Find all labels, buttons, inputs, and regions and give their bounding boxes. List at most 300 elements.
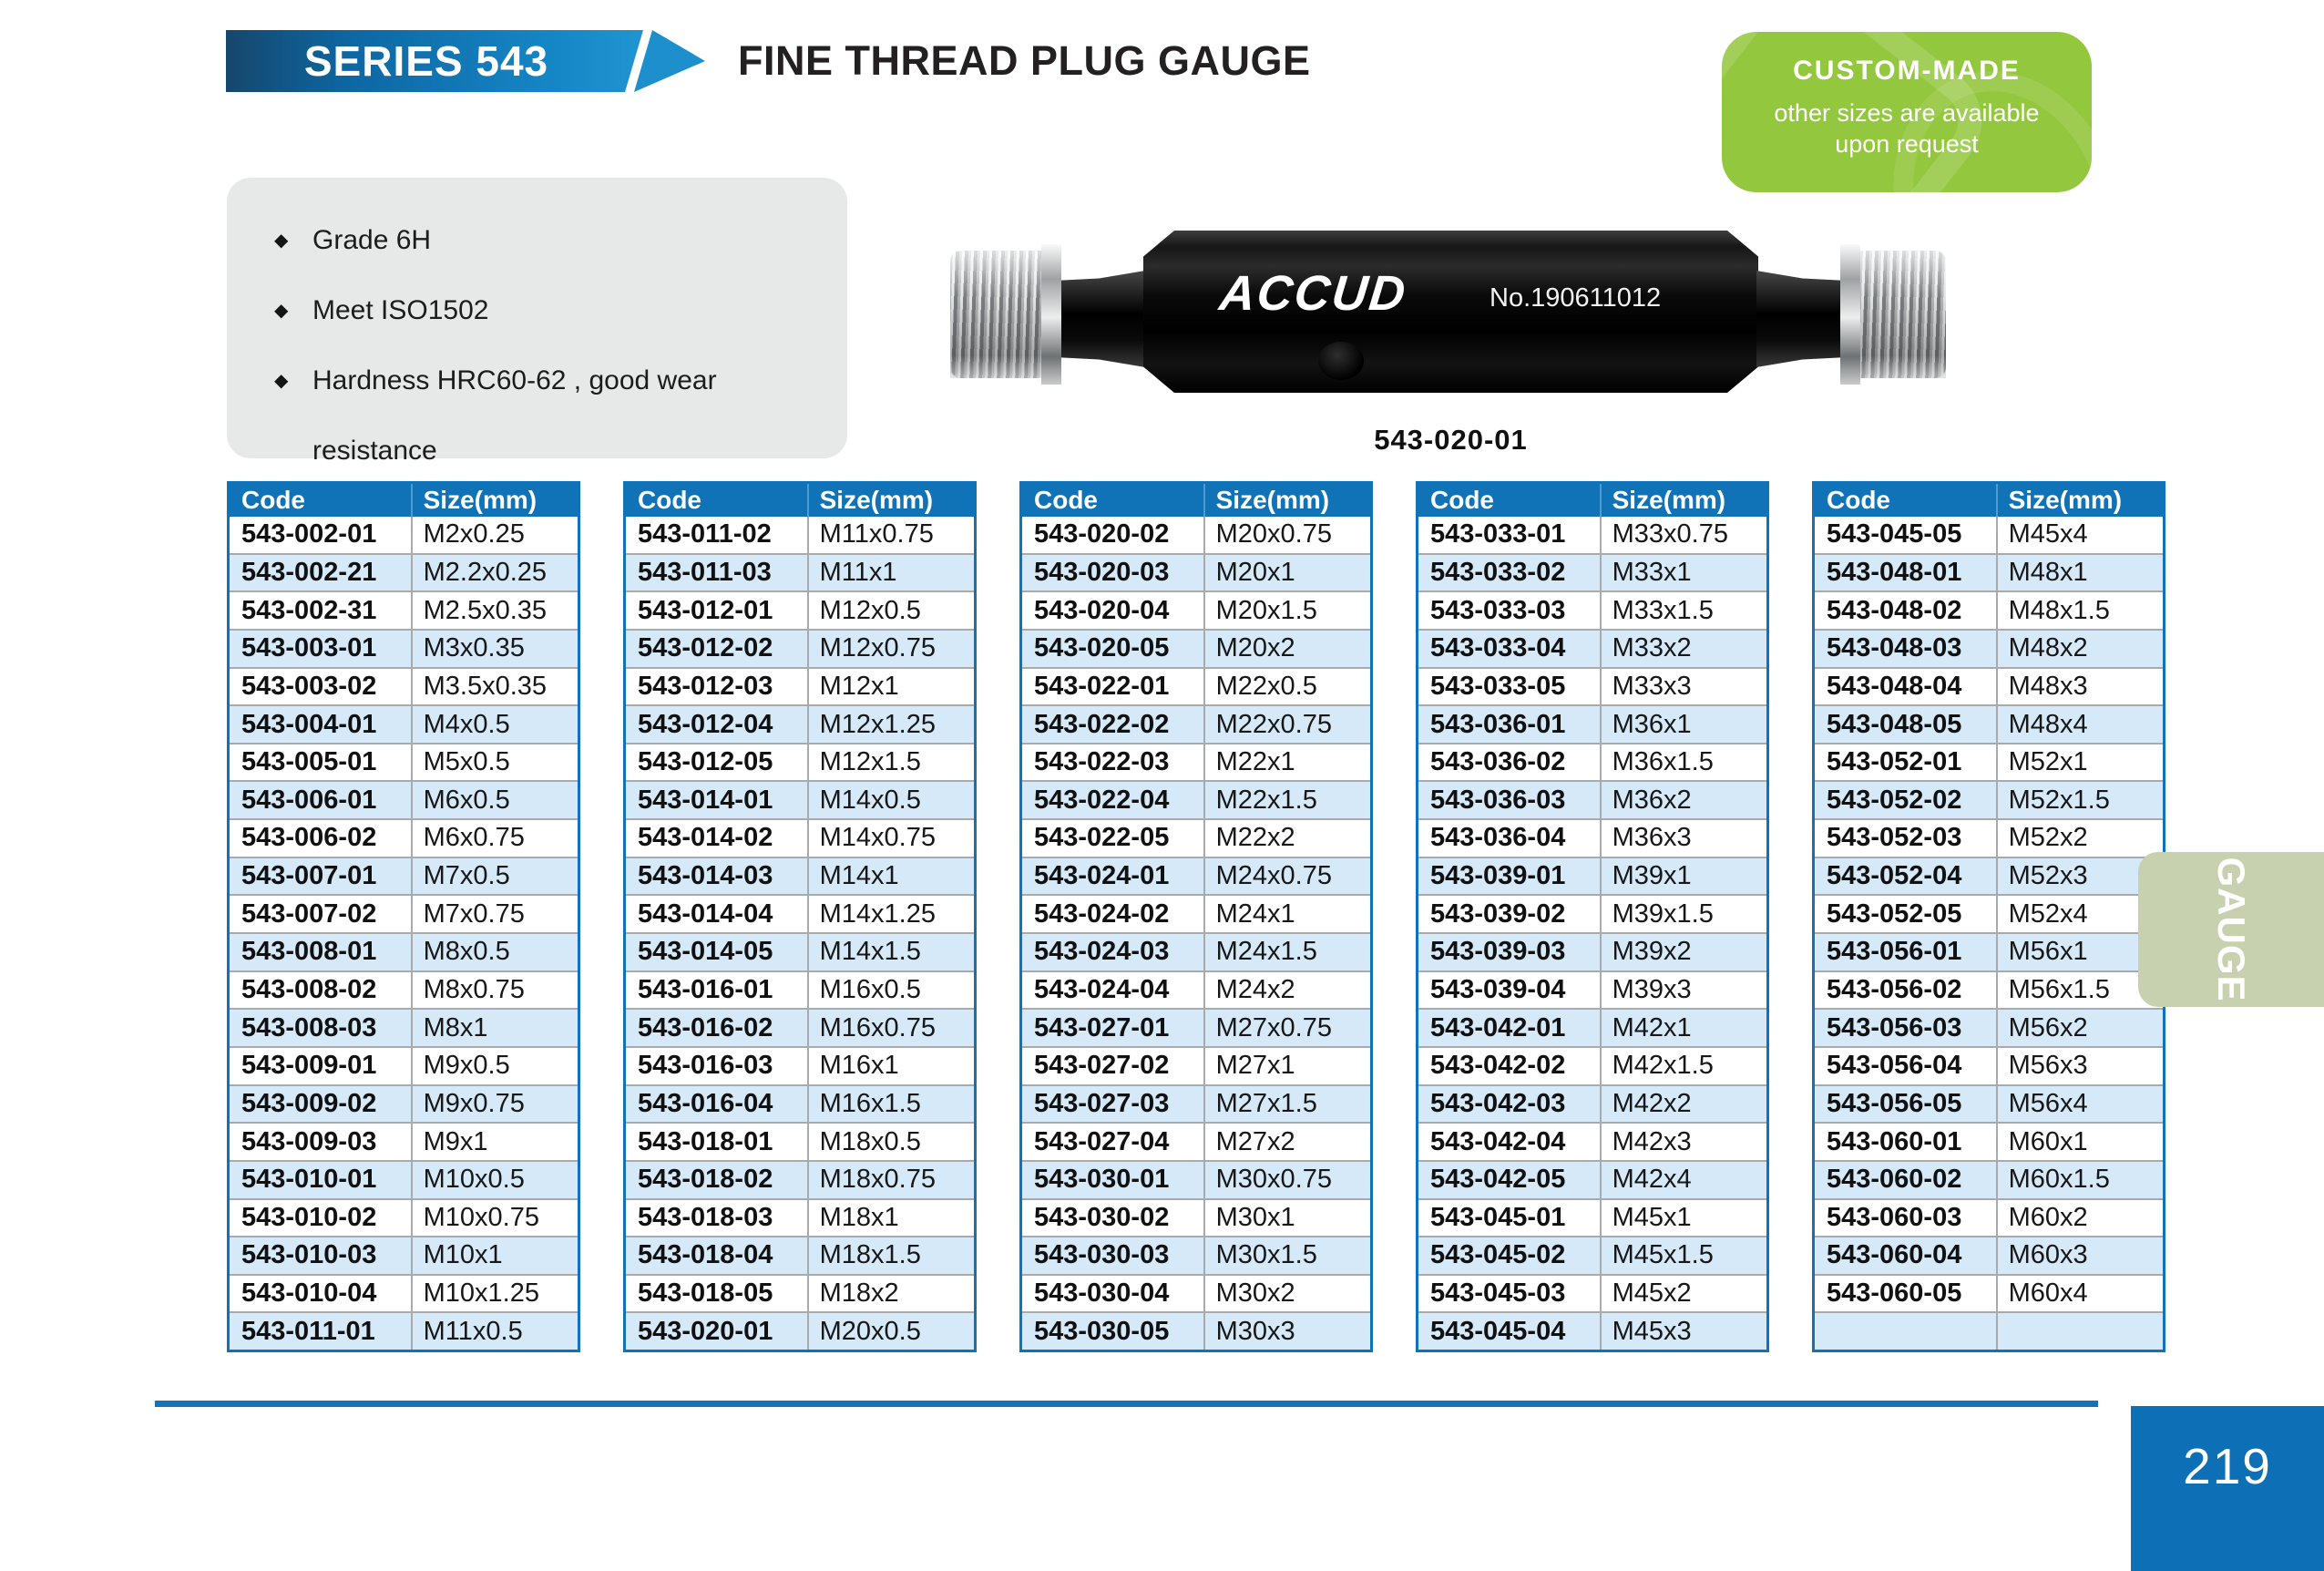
table-row [626, 1122, 974, 1160]
column-header-code: Code [638, 486, 701, 514]
size-cell: M18x1 [807, 1200, 974, 1237]
table-row [230, 553, 578, 591]
table-row [1022, 1198, 1370, 1237]
table-row [626, 818, 974, 857]
table-row [1022, 1236, 1370, 1274]
size-cell: M12x1.5 [807, 744, 974, 781]
parts-table-3 [1019, 481, 1373, 1352]
table-row [1022, 590, 1370, 629]
size-cell: M6x0.5 [411, 782, 578, 818]
table-row [230, 667, 578, 705]
code-cell: 543-018-04 [638, 1240, 773, 1270]
table-row [626, 857, 974, 895]
code-cell: 543-012-04 [638, 709, 773, 739]
size-cell: M36x3 [1600, 820, 1766, 857]
table-row [1418, 1160, 1766, 1198]
table-row [1022, 932, 1370, 970]
table-row [1022, 1122, 1370, 1160]
code-cell: 543-022-02 [1034, 709, 1170, 739]
size-cell: M24x0.75 [1203, 858, 1370, 895]
size-cell: M27x1 [1203, 1048, 1370, 1084]
code-cell: 543-056-04 [1827, 1051, 1962, 1081]
size-cell: M42x1.5 [1600, 1048, 1766, 1084]
table-header [1815, 484, 2163, 517]
table-row [230, 894, 578, 932]
table-row [1022, 667, 1370, 705]
code-cell: 543-033-03 [1430, 595, 1566, 625]
size-cell: M52x4 [1996, 896, 2163, 932]
table-row [1815, 1311, 2163, 1350]
size-cell: M36x1 [1600, 706, 1766, 743]
code-cell: 543-048-02 [1827, 595, 1962, 625]
table-row [1418, 1198, 1766, 1237]
size-cell: M30x1.5 [1203, 1237, 1370, 1274]
code-cell: 543-056-01 [1827, 937, 1962, 967]
code-cell: 543-020-05 [1034, 633, 1170, 663]
feature-item [227, 345, 847, 416]
size-cell: M8x1 [411, 1010, 578, 1046]
code-cell: 543-039-03 [1430, 937, 1566, 967]
table-header [230, 484, 578, 517]
table-header [1418, 484, 1766, 517]
size-cell: M20x1.5 [1203, 592, 1370, 629]
code-cell: 543-020-04 [1034, 595, 1170, 625]
column-header-size: Size(mm) [1203, 484, 1370, 517]
table-row [1022, 1008, 1370, 1046]
table-body [1815, 517, 2163, 1350]
size-cell: M56x1 [1996, 934, 2163, 970]
table-row [626, 970, 974, 1009]
table-row [626, 1236, 974, 1274]
code-cell: 543-018-01 [638, 1126, 773, 1156]
code-cell: 543-045-02 [1430, 1240, 1566, 1270]
table-row [1022, 517, 1370, 553]
table-row [230, 743, 578, 781]
table-row [230, 1311, 578, 1350]
code-cell: 543-036-04 [1430, 823, 1566, 853]
size-cell: M11x0.75 [807, 517, 974, 553]
badge-line-2: upon request [1835, 130, 1979, 158]
size-cell: M39x1 [1600, 858, 1766, 895]
table-row [1815, 1008, 2163, 1046]
code-cell: 543-014-03 [638, 861, 773, 891]
size-cell: M18x0.75 [807, 1162, 974, 1198]
column-header-code: Code [241, 486, 305, 514]
code-cell: 543-022-04 [1034, 785, 1170, 815]
code-cell: 543-016-04 [638, 1088, 773, 1118]
size-cell: M2.2x0.25 [411, 555, 578, 591]
body-hole [1318, 342, 1364, 380]
code-cell: 543-048-04 [1827, 671, 1962, 701]
code-cell: 543-012-03 [638, 671, 773, 701]
table-row [230, 704, 578, 743]
code-cell: 543-016-02 [638, 1012, 773, 1042]
table-row [1815, 818, 2163, 857]
code-cell: 543-042-01 [1430, 1012, 1566, 1042]
diamond-bullet-icon: ◆ [274, 371, 289, 391]
table-row [626, 1008, 974, 1046]
size-cell: M22x1 [1203, 744, 1370, 781]
table-row [626, 1046, 974, 1084]
code-cell: 543-033-02 [1430, 557, 1566, 587]
feature-text: Hardness HRC60-62 , good wear [312, 365, 717, 395]
size-cell: M3.5x0.35 [411, 669, 578, 705]
size-cell: M48x3 [1996, 669, 2163, 705]
size-cell: M48x1 [1996, 555, 2163, 591]
code-cell: 543-008-01 [241, 937, 377, 967]
code-cell: 543-056-02 [1827, 975, 1962, 1004]
size-cell: M39x3 [1600, 972, 1766, 1009]
column-header-size: Size(mm) [807, 484, 974, 517]
code-cell: 543-027-02 [1034, 1051, 1170, 1081]
feature-list [227, 178, 847, 466]
code-cell: 543-042-03 [1430, 1088, 1566, 1118]
code-cell: 543-016-03 [638, 1051, 773, 1081]
size-cell: M45x1 [1600, 1200, 1766, 1237]
badge-line-1: other sizes are available [1774, 99, 2040, 127]
code-cell: 543-024-03 [1034, 937, 1170, 967]
size-cell: M36x1.5 [1600, 744, 1766, 781]
size-cell: M6x0.75 [411, 820, 578, 857]
table-row [1815, 553, 2163, 591]
custom-made-badge [1722, 32, 2092, 192]
code-cell: 543-014-05 [638, 937, 773, 967]
code-cell: 543-042-02 [1430, 1051, 1566, 1081]
size-cell: M56x4 [1996, 1086, 2163, 1123]
size-cell: M42x4 [1600, 1162, 1766, 1198]
size-cell: M14x0.5 [807, 782, 974, 818]
size-cell: M45x2 [1600, 1276, 1766, 1312]
size-cell: M7x0.75 [411, 896, 578, 932]
column-header-size: Size(mm) [1996, 484, 2163, 517]
size-cell: M14x1 [807, 858, 974, 895]
table-row [1022, 894, 1370, 932]
table-row [1418, 743, 1766, 781]
table-row [1815, 970, 2163, 1009]
code-cell: 543-010-03 [241, 1240, 377, 1270]
table-row [1815, 857, 2163, 895]
size-cell: M10x1 [411, 1237, 578, 1274]
table-row [1022, 553, 1370, 591]
size-cell: M12x1 [807, 669, 974, 705]
code-cell: 543-011-03 [638, 557, 772, 587]
code-cell: 543-016-01 [638, 975, 773, 1004]
table-row [1815, 1198, 2163, 1237]
size-cell: M9x0.75 [411, 1086, 578, 1123]
table-row [626, 1084, 974, 1123]
code-cell: 543-030-01 [1034, 1165, 1170, 1195]
table-row [1022, 1046, 1370, 1084]
code-cell: 543-042-04 [1430, 1126, 1566, 1156]
badge-title: CUSTOM-MADE [1793, 56, 2021, 86]
table-row [230, 1236, 578, 1274]
code-cell: 543-052-02 [1827, 785, 1962, 815]
size-cell: M10x0.5 [411, 1162, 578, 1198]
code-cell: 543-009-01 [241, 1051, 377, 1081]
table-row [1418, 857, 1766, 895]
serial-number: No.190611012 [1490, 283, 1662, 313]
size-cell: M48x1.5 [1996, 592, 2163, 629]
table-row [626, 780, 974, 818]
table-row [1418, 1311, 1766, 1350]
code-cell: 543-004-01 [241, 709, 377, 739]
code-cell: 543-048-01 [1827, 557, 1962, 587]
table-row [1022, 780, 1370, 818]
code-cell: 543-020-01 [638, 1316, 773, 1346]
table-row [1815, 704, 2163, 743]
table-row [1418, 590, 1766, 629]
code-cell: 543-045-05 [1827, 519, 1962, 549]
code-cell: 543-052-04 [1827, 861, 1962, 891]
table-row [1418, 1236, 1766, 1274]
table-row [1815, 517, 2163, 553]
code-cell: 543-045-03 [1430, 1278, 1566, 1309]
size-cell: M45x4 [1996, 517, 2163, 553]
code-cell: 543-003-01 [241, 633, 377, 663]
table-body [230, 517, 578, 1350]
size-cell: M45x3 [1600, 1313, 1766, 1350]
code-cell: 543-022-01 [1034, 671, 1170, 701]
size-cell: M52x1.5 [1996, 782, 2163, 818]
table-row [1418, 517, 1766, 553]
table-row [1815, 1084, 2163, 1123]
size-cell: M52x3 [1996, 858, 2163, 895]
table-row [1022, 818, 1370, 857]
table-row [1815, 743, 2163, 781]
code-cell: 543-045-01 [1430, 1202, 1566, 1232]
code-cell: 543-010-02 [241, 1202, 377, 1232]
code-cell: 543-060-02 [1827, 1165, 1962, 1195]
size-cell: M33x0.75 [1600, 517, 1766, 553]
code-cell: 543-002-31 [241, 595, 377, 625]
column-header-size: Size(mm) [1600, 484, 1766, 517]
size-cell: M20x0.5 [807, 1313, 974, 1350]
size-cell: M56x2 [1996, 1010, 2163, 1046]
table-row [1418, 818, 1766, 857]
size-cell: M27x2 [1203, 1124, 1370, 1160]
code-cell: 543-011-02 [638, 519, 772, 549]
code-cell: 543-052-03 [1827, 823, 1962, 853]
size-cell: M42x2 [1600, 1086, 1766, 1123]
column-header-code: Code [1430, 486, 1494, 514]
code-cell: 543-010-04 [241, 1278, 377, 1309]
size-cell: M60x1 [1996, 1124, 2163, 1160]
size-cell: M56x3 [1996, 1048, 2163, 1084]
footer-divider [155, 1401, 2098, 1407]
table-row [1022, 1311, 1370, 1350]
feature-item [227, 205, 847, 275]
gauge-section-tab [2138, 852, 2324, 1007]
table-row [1418, 780, 1766, 818]
size-cell: M14x1.5 [807, 934, 974, 970]
table-row [626, 1274, 974, 1312]
code-cell: 543-009-03 [241, 1126, 377, 1156]
size-cell: M14x0.75 [807, 820, 974, 857]
code-cell: 543-014-02 [638, 823, 773, 853]
code-cell: 543-056-05 [1827, 1088, 1962, 1118]
size-cell: M39x2 [1600, 934, 1766, 970]
table-row [230, 629, 578, 667]
table-row [1815, 1236, 2163, 1274]
size-cell: M8x0.75 [411, 972, 578, 1009]
table-row [230, 818, 578, 857]
size-cell: M16x1.5 [807, 1086, 974, 1123]
table-row [230, 970, 578, 1009]
size-cell: M48x2 [1996, 631, 2163, 667]
code-cell: 543-009-02 [241, 1088, 377, 1118]
size-cell: M20x2 [1203, 631, 1370, 667]
feature-item [227, 275, 847, 345]
size-cell: M30x3 [1203, 1313, 1370, 1350]
code-cell: 543-007-01 [241, 861, 377, 891]
size-cell: M18x0.5 [807, 1124, 974, 1160]
size-cell: M8x0.5 [411, 934, 578, 970]
size-cell: M12x0.5 [807, 592, 974, 629]
size-cell: M16x0.75 [807, 1010, 974, 1046]
size-cell: M12x1.25 [807, 706, 974, 743]
code-cell: 543-030-05 [1034, 1316, 1170, 1346]
code-cell: 543-036-03 [1430, 785, 1566, 815]
code-cell: 543-014-01 [638, 785, 773, 815]
table-row [1815, 1122, 2163, 1160]
code-cell: 543-024-04 [1034, 975, 1170, 1004]
code-cell: 543-024-01 [1034, 861, 1170, 891]
code-cell: 543-018-03 [638, 1202, 773, 1232]
table-row [626, 743, 974, 781]
code-cell: 543-027-03 [1034, 1088, 1170, 1118]
neck-left [1061, 271, 1145, 367]
table-row [1418, 970, 1766, 1009]
table-row [1418, 667, 1766, 705]
size-cell: M33x1.5 [1600, 592, 1766, 629]
table-row [1418, 1046, 1766, 1084]
code-cell: 543-052-01 [1827, 747, 1962, 777]
parts-table-2 [623, 481, 977, 1352]
feature-text: Grade 6H [312, 224, 432, 255]
table-row [1815, 667, 2163, 705]
feature-item [227, 416, 847, 486]
feature-text: resistance [312, 435, 437, 466]
code-cell: 543-036-02 [1430, 747, 1566, 777]
diamond-bullet-icon: ◆ [274, 231, 289, 251]
table-row [1022, 704, 1370, 743]
size-cell: M52x2 [1996, 820, 2163, 857]
table-row [1022, 743, 1370, 781]
code-cell: 543-012-02 [638, 633, 773, 663]
code-cell: 543-006-01 [241, 785, 377, 815]
code-cell: 543-033-01 [1430, 519, 1566, 549]
table-row [230, 1046, 578, 1084]
table-row [230, 780, 578, 818]
code-cell: 543-027-04 [1034, 1126, 1170, 1156]
size-cell: M18x1.5 [807, 1237, 974, 1274]
code-cell: 543-008-03 [241, 1012, 377, 1042]
code-cell: 543-060-05 [1827, 1278, 1962, 1309]
plug-gauge-image [950, 214, 1946, 460]
table-row [1022, 1084, 1370, 1123]
size-cell: M30x0.75 [1203, 1162, 1370, 1198]
code-cell: 543-020-02 [1034, 519, 1170, 549]
code-cell: 543-005-01 [241, 747, 377, 777]
table-row [626, 704, 974, 743]
table-row [1418, 629, 1766, 667]
table-body [1022, 517, 1370, 1350]
code-cell: 543-006-02 [241, 823, 377, 853]
size-cell: M11x0.5 [411, 1313, 578, 1350]
table-row [230, 1160, 578, 1198]
code-cell: 543-002-21 [241, 557, 377, 587]
size-cell: M39x1.5 [1600, 896, 1766, 932]
feature-text: Meet ISO1502 [312, 294, 489, 325]
table-row [1815, 780, 2163, 818]
code-cell: 543-060-04 [1827, 1240, 1962, 1270]
table-row [626, 1198, 974, 1237]
size-cell: M7x0.5 [411, 858, 578, 895]
size-cell: M33x1 [1600, 555, 1766, 591]
size-cell: M30x1 [1203, 1200, 1370, 1237]
code-cell: 543-052-05 [1827, 898, 1962, 929]
neck-right [1756, 271, 1840, 367]
table-row [1022, 857, 1370, 895]
size-cell: M24x1 [1203, 896, 1370, 932]
size-cell: M33x2 [1600, 631, 1766, 667]
code-cell: 543-002-01 [241, 519, 377, 549]
code-cell: 543-018-02 [638, 1165, 773, 1195]
flange-left [1041, 244, 1061, 385]
table-row [230, 1122, 578, 1160]
page-number-box [2131, 1406, 2324, 1571]
code-cell: 543-020-03 [1034, 557, 1170, 587]
size-cell: M2.5x0.35 [411, 592, 578, 629]
code-cell: 543-027-01 [1034, 1012, 1170, 1042]
table-row [1022, 970, 1370, 1009]
page-title: FINE THREAD PLUG GAUGE [738, 37, 1311, 84]
table-row [1022, 1274, 1370, 1312]
size-cell: M60x2 [1996, 1200, 2163, 1237]
table-row [626, 894, 974, 932]
code-cell: 543-030-03 [1034, 1240, 1170, 1270]
code-cell: 543-024-02 [1034, 898, 1170, 929]
table-header [626, 484, 974, 517]
table-body [1418, 517, 1766, 1350]
table-row [230, 590, 578, 629]
table-row [1815, 894, 2163, 932]
table-row [230, 1084, 578, 1123]
code-cell: 543-048-03 [1827, 633, 1962, 663]
table-row [1418, 704, 1766, 743]
table-row [626, 1160, 974, 1198]
table-row [230, 1008, 578, 1046]
page-number: 219 [2183, 1438, 2272, 1494]
table-row [626, 590, 974, 629]
size-cell: M52x1 [1996, 744, 2163, 781]
size-cell: M14x1.25 [807, 896, 974, 932]
code-cell [1815, 1313, 1996, 1350]
table-row [1815, 1160, 2163, 1198]
size-cell: M4x0.5 [411, 706, 578, 743]
table-row [1418, 1008, 1766, 1046]
parts-table-4 [1416, 481, 1769, 1352]
table-row [1022, 629, 1370, 667]
table-row [626, 932, 974, 970]
table-row [230, 857, 578, 895]
code-cell: 543-011-01 [241, 1316, 375, 1346]
size-cell: M27x1.5 [1203, 1086, 1370, 1123]
size-cell: M42x1 [1600, 1010, 1766, 1046]
column-header-code: Code [1034, 486, 1098, 514]
size-cell [1996, 1313, 2163, 1350]
thread-end-left [950, 251, 1041, 378]
